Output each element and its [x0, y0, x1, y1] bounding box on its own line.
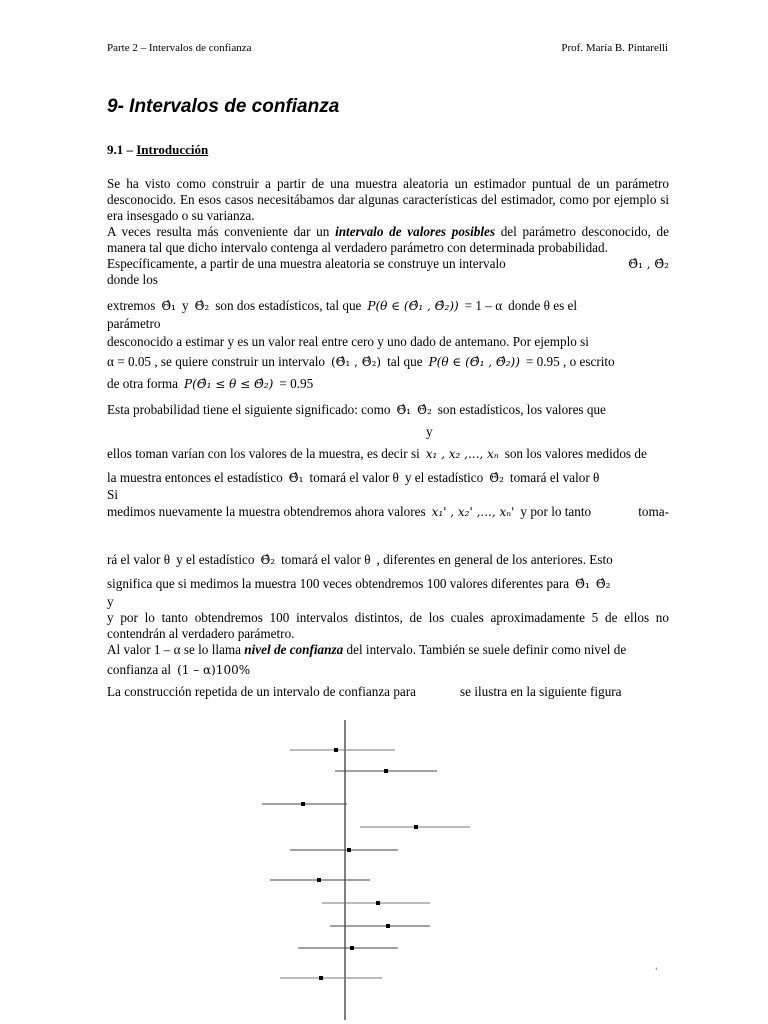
header-right: Prof. María B. Pintarelli [561, 42, 668, 54]
interval-center-point [301, 802, 305, 806]
p3-text-l: = 0.95 , o escrito [525, 354, 615, 369]
p4-line1 [107, 402, 669, 418]
paragraph-1: Se ha visto como construir a partir de una muestra aleatoria un estimador puntual de un parámetro desconocido. En esos casos necesitábamos dar algunas características del estimador, como por ejemplo si era insesgado o su varianza. [107, 176, 669, 223]
theta2-symbol-e: Θ̂₂ [595, 577, 611, 591]
p4-text-f: tomará el valor θ [309, 470, 399, 485]
p6-text-c: del intervalo. También se suele definir como nivel de [343, 642, 627, 657]
p3-line5: desconocido a estimar y es un valor real entre cero y uno dado de antemano. Por ejemplo si [107, 334, 589, 349]
sample-values: x₁ , x₂ ,..., xₙ [425, 447, 499, 461]
p3-line2: donde los [107, 272, 158, 287]
p7-text-b: se ilustra en la siguiente figura [460, 684, 622, 699]
p2-text-c: del parámetro desconocido, de manera tal que dicho intervalo contenga al verdadero parámetro con determinada probabilidad. [107, 224, 669, 255]
p3-text-n: = 0.95 [279, 376, 314, 391]
paragraph-2 [107, 224, 669, 256]
p6-line2 [107, 662, 669, 678]
page-title: 9- Intervalos de confianza [107, 96, 340, 117]
corner-mark: ʻ [655, 966, 658, 975]
theta1-symbol-b: Θ̂₁ [396, 403, 412, 417]
p4-text-n: tomará el valor θ [281, 552, 371, 567]
p4-text-l: rá el valor θ [107, 552, 171, 567]
paragraph-intro [107, 176, 669, 256]
p6-text-d: confianza al [107, 662, 172, 677]
p6-text-a: Al valor 1 – α se lo llama [107, 642, 245, 657]
probability2-expression: P(θ ∈ (Θ̂₁ , Θ̂₂)) [428, 355, 520, 369]
p6-line1 [107, 642, 669, 658]
p4-line3 [107, 470, 669, 486]
p4-y: y [426, 424, 433, 439]
theta2-symbol-c: Θ̂₂ [489, 471, 504, 485]
header-left: Parte 2 – Intervalos de confianza [107, 42, 252, 54]
theta2-symbol: Θ̂₂ [194, 299, 210, 313]
interval-center-point [317, 878, 321, 882]
p3-text-e: son dos estadísticos, tal que [215, 298, 362, 313]
p7-text-a: La construcción repetida de un intervalo de confianza para [107, 684, 417, 699]
probability-expression: P(θ ∈ (Θ̂₁ , Θ̂₂)) [367, 299, 459, 313]
p4-text-j: y por lo tanto [520, 504, 592, 519]
p4-text-e: la muestra entonces el estadístico [107, 470, 283, 485]
p4-line5 [107, 552, 669, 568]
p3-line6 [107, 354, 669, 370]
section-heading [107, 142, 208, 158]
p3-text-j: α = 0.05 , se quiere construir un intervalo [107, 354, 325, 369]
p6-emphasis: nivel de confianza [244, 642, 344, 657]
p4-text-h: tomará el valor θ [509, 470, 600, 485]
p3-text-f: = 1 – α [464, 298, 503, 313]
paragraph-5: y por lo tanto obtendremos 100 intervalos distintos, de los cuales aproximadamente 5 de ellos no contendrán al verdadero parámetro. [107, 610, 669, 641]
interval-center-point [386, 924, 390, 928]
p4-y2: y [107, 594, 114, 609]
p4-text-m: y el estadístico [176, 552, 255, 567]
p3-line3 [107, 298, 669, 314]
p4-text-a: Esta probabilidad tiene el siguiente significado: como [107, 402, 391, 417]
theta1-symbol-e: Θ̂₁ [575, 577, 590, 591]
p3-text-a: Específicamente, a partir de una muestra aleatoria se construye un intervalo [107, 256, 506, 271]
section-name: Introducción [136, 142, 209, 157]
inequality-expression: P(Θ̂₁ ≤ θ ≤ Θ̂₂) [184, 377, 274, 391]
confidence-expression: (1 – α)100% [177, 663, 251, 677]
p3-text-g: donde θ es el [508, 298, 578, 313]
p2-emphasis: intervalo de valores posibles [335, 224, 495, 239]
theta1-symbol: Θ̂₁ [161, 299, 176, 313]
p4-text-p: significa que si medimos la muestra 100 veces obtendremos 100 valores diferentes para [107, 576, 570, 591]
p4-text-g: y el estadístico [404, 470, 484, 485]
p3-line7 [107, 376, 669, 392]
p4-line4 [107, 504, 669, 520]
theta2-symbol-b: Θ̂₂ [417, 403, 432, 417]
interval-center-point [350, 946, 354, 950]
p4-text-d: son los valores medidos de [504, 446, 647, 461]
p4-text-b: son estadísticos, los valores que [437, 402, 606, 417]
confidence-intervals-figure [240, 720, 520, 1020]
p4-text-i: medimos nuevamente la muestra obtendremos ahora valores [107, 504, 426, 519]
theta1-symbol-c: Θ̂₁ [288, 471, 304, 485]
p3-text-m: de otra forma [107, 376, 179, 391]
p3-text-d: y [182, 298, 189, 313]
p3-line1 [107, 256, 669, 272]
interval-center-point [334, 748, 338, 752]
p4-text-k: toma- [638, 504, 669, 519]
interval-center-point [319, 976, 323, 980]
interval-center-point [376, 901, 380, 905]
interval-center-point [414, 825, 418, 829]
p4-si: Si [107, 487, 118, 502]
p4-text-o: , diferentes en general de los anteriores. Esto [376, 552, 613, 567]
p4-line6 [107, 576, 669, 592]
interval-center-point [384, 769, 388, 773]
theta2-symbol-d: Θ̂₂ [260, 553, 276, 567]
interval2-symbol: (Θ̂₁ , Θ̂₂) [330, 355, 382, 369]
p4-line2 [107, 446, 669, 462]
p7-line [107, 684, 669, 700]
section-number: 9.1 – [107, 142, 137, 157]
interval-center-point [347, 848, 351, 852]
p4-text-c: ellos toman varían con los valores de la muestra, es decir si [107, 446, 420, 461]
sample2-values: x₁' , x₂' ,..., xₙ' [431, 505, 515, 519]
p2-text-a: A veces resulta más conveniente dar un [107, 224, 336, 239]
p3-text-c: extremos [107, 298, 156, 313]
interval-symbol: Θ̂₁ , Θ̂₂ [628, 257, 669, 271]
p3-text-k: tal que [387, 354, 423, 369]
p3-line4: parámetro [107, 316, 161, 331]
